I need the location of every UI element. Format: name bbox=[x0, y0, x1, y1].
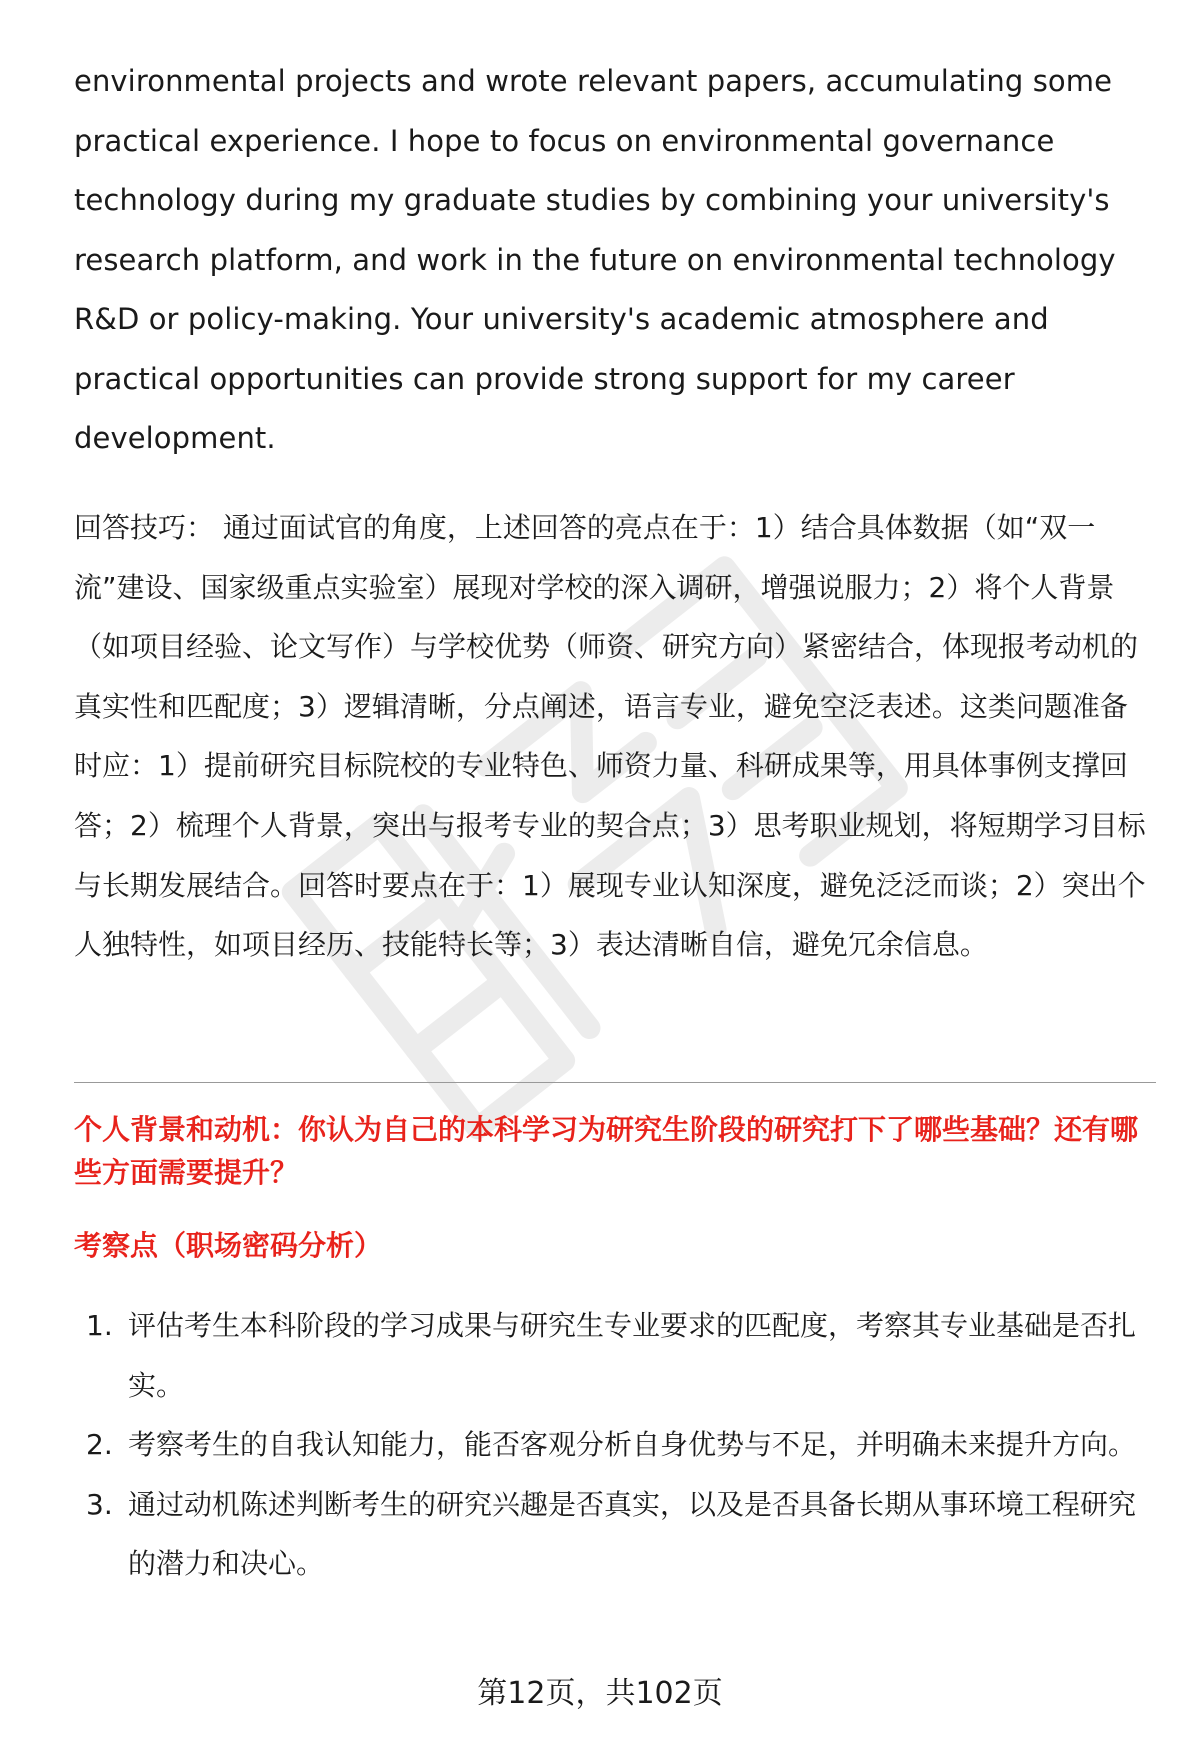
list-item bbox=[74, 1296, 1154, 1415]
list-item bbox=[74, 1475, 1154, 1594]
assessment-heading: 考察点（职场密码分析） bbox=[74, 1229, 383, 1262]
section-divider bbox=[74, 1082, 1156, 1083]
page-number-footer: 第12页，共102页 bbox=[477, 1676, 723, 1711]
answer-continuation-paragraph: environmental projects and wrote relevant papers, accumulating some practical experience. I hope to focus on environmental governance technology during my graduate studies by combining your university's research platform, and work in the future on environmental technology R&D or policy-making. Your university's academic atmosphere and practical opportunities can provide strong support for my career development. bbox=[74, 64, 1116, 455]
list-item-text: 通过动机陈述判断考生的研究兴趣是否真实，以及是否具备长期从事环境工程研究的潜力和决心。 bbox=[128, 1487, 1137, 1580]
list-item-number: 1. bbox=[86, 1309, 113, 1342]
list-item bbox=[74, 1415, 1154, 1475]
assessment-list bbox=[74, 1296, 1154, 1594]
list-item-number: 2. bbox=[86, 1428, 113, 1461]
list-item-text: 考察考生的自我认知能力，能否客观分析自身优势与不足，并明确未来提升方向。 bbox=[128, 1428, 1137, 1461]
list-item-number: 3. bbox=[86, 1487, 113, 1521]
interview-question: 个人背景和动机：你认为自己的本科学习为研究生阶段的研究打下了哪些基础？还有哪些方面需要提升？ bbox=[74, 1113, 1139, 1189]
answer-tips-paragraph: 回答技巧： 通过面试官的角度，上述回答的亮点在于：1）结合具体数据（如“双一流”建设、国家级重点实验室）展现对学校的深入调研，增强说服力；2）将个人背景（如项目经验、论文写作）与学校优势（师资、研究方向）紧密结合，体现报考动机的真实性和匹配度；3）逻辑清晰，分点阐述，语言专业，避免空泛表述。这类问题准备时应：1）提前研究目标院校的专业特色、师资力量、科研成果等，用具体事例支撑回答；2）梳理个人背景，突出与报考专业的契合点；3）思考职业规划，将短期学习目标与长期发展结合。回答时要点在于：1）展现专业认知深度，避免泛泛而谈；2）突出个人独特性，如项目经历、技能特长等；3）表达清晰自信，避免冗余信息。 bbox=[74, 511, 1146, 962]
list-item-text: 评估考生本科阶段的学习成果与研究生专业要求的匹配度，考察其专业基础是否扎实。 bbox=[128, 1309, 1137, 1402]
